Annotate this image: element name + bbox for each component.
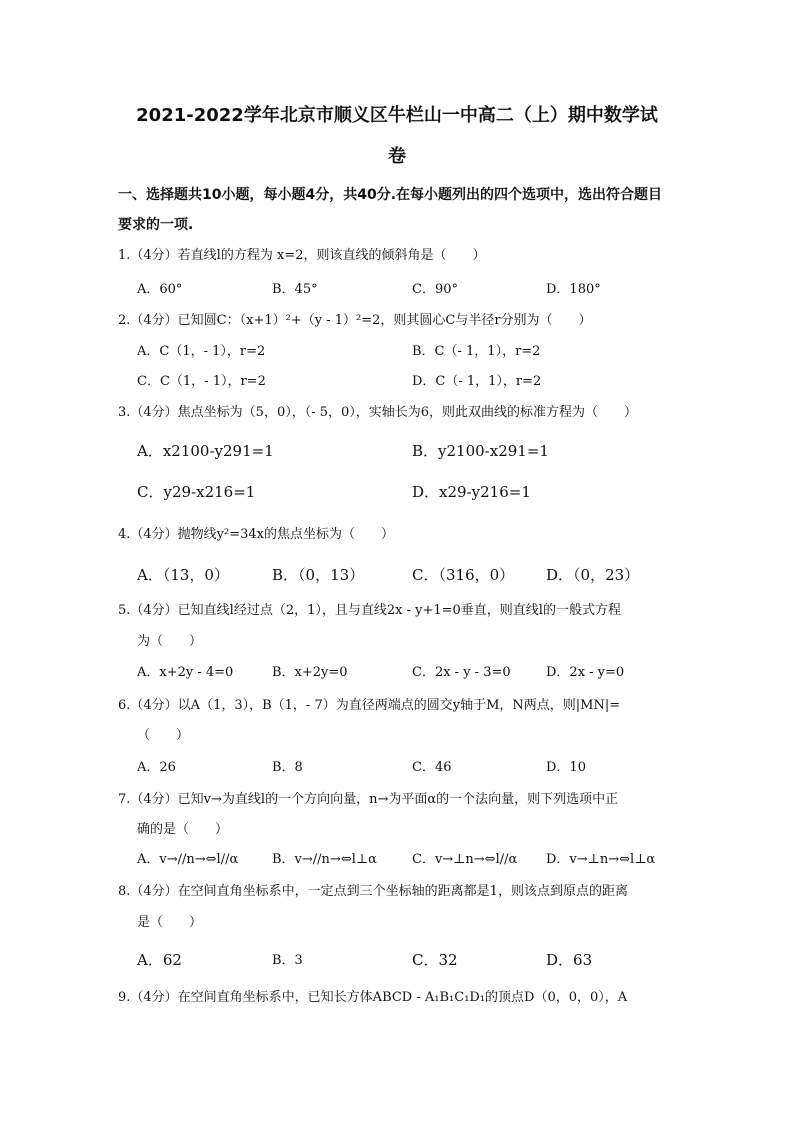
question-7-option-a: A．v→//n→⇔l//α [137,852,239,867]
question-8-stem-line1: 8.（4分）在空间直角坐标系中，一定点到三个坐标轴的距离都是1，则该点到原点的距离 [118,884,628,899]
question-4-option-a: A．（13，0） [137,566,229,584]
question-4-option-d: D．（0，23） [546,566,640,584]
question-4-option-c: C．（316，0） [412,566,515,584]
question-5-stem-line1: 5.（4分）已知直线l经过点（2，1），且与直线2x - y+1=0垂直，则直线l的一般式方程 [118,603,621,618]
question-7-stem-line2: 确的是（ ） [137,822,229,837]
question-1-stem: 1.（4分）若直线l的方程为 x=2，则该直线的倾斜角是（ ） [118,248,486,263]
question-3-stem: 3.（4分）焦点坐标为（5，0），（- 5，0），实轴长为6，则此双曲线的标准方程为（ ） [118,405,638,420]
question-8-stem-line2: 是（ ） [137,915,203,930]
question-6-option-d: D．10 [546,760,586,775]
question-4-option-b: B．（0，13） [272,566,365,584]
question-3-option-b: B．y2100-x291=1 [412,442,549,460]
question-1-option-d: D．180° [546,282,601,297]
question-2-option-a: A．C（1，- 1），r=2 [137,344,266,359]
question-7-option-b: B．v→//n→⇔l⊥α [272,852,377,867]
question-5-option-d: D．2x - y=0 [546,665,625,680]
question-5-option-a: A．x+2y - 4=0 [137,665,234,680]
question-8-option-d: D．63 [546,951,593,969]
question-5-option-b: B．x+2y=0 [272,665,348,680]
question-8-option-b: B．3 [272,953,303,968]
question-8-option-a: A．62 [137,951,182,969]
section-heading-line2: 要求的一项. [118,217,194,233]
question-6-option-b: B．8 [272,760,303,775]
question-6-option-a: A．26 [137,760,176,775]
question-4-stem: 4.（4分）抛物线y²=34x的焦点坐标为（ ） [118,527,394,542]
section-heading-line1: 一、选择题共10小题，每小题4分，共40分.在每小题列出的四个选项中，选出符合题目 [118,187,663,203]
question-5-option-c: C．2x - y - 3=0 [412,665,511,680]
question-8-option-c: C．32 [412,951,458,969]
question-2-option-b: B．C（- 1，1），r=2 [412,344,541,359]
question-1-option-c: C．90° [412,282,458,297]
question-3-option-a: A．x2100-y291=1 [137,442,274,460]
question-7-option-d: D．v→⊥n→⇔l⊥α [546,852,656,867]
question-1-option-a: A．60° [137,282,183,297]
question-3-option-d: D．x29-y216=1 [412,483,531,501]
question-9-stem: 9.（4分）在空间直角坐标系中，已知长方体ABCD - A₁B₁C₁D₁的顶点D（0，0，0），A [118,990,628,1005]
question-1-option-b: B．45° [272,282,318,297]
question-6-stem-line2: （ ） [137,728,190,743]
question-3-option-c: C．y29-x216=1 [137,483,256,501]
question-5-stem-line2: 为（ ） [137,634,203,649]
question-6-stem-line1: 6.（4分）以A（1，3），B（1，- 7）为直径两端点的圆交y轴于M，N两点，则|MN|= [118,698,621,713]
question-2-stem: 2.（4分）已知圆C：（x+1）²+（y - 1）²=2，则其圆心C与半径r分别为（ ） [118,313,592,328]
question-7-stem-line1: 7.（4分）已知v→为直线l的一个方向向量，n→为平面α的一个法向量，则下列选项中正 [118,792,619,807]
document-title-line1: 2021-2022学年北京市顺义区牛栏山一中高二（上）期中数学试 [136,105,658,126]
document-title-line2: 卷 [388,146,406,167]
question-6-option-c: C．46 [412,760,452,775]
question-2-option-d: D．C（- 1，1），r=2 [412,374,542,389]
question-2-option-c: C．C（1，- 1），r=2 [137,374,266,389]
question-7-option-c: C．v→⊥n→⇔l//α [412,852,518,867]
